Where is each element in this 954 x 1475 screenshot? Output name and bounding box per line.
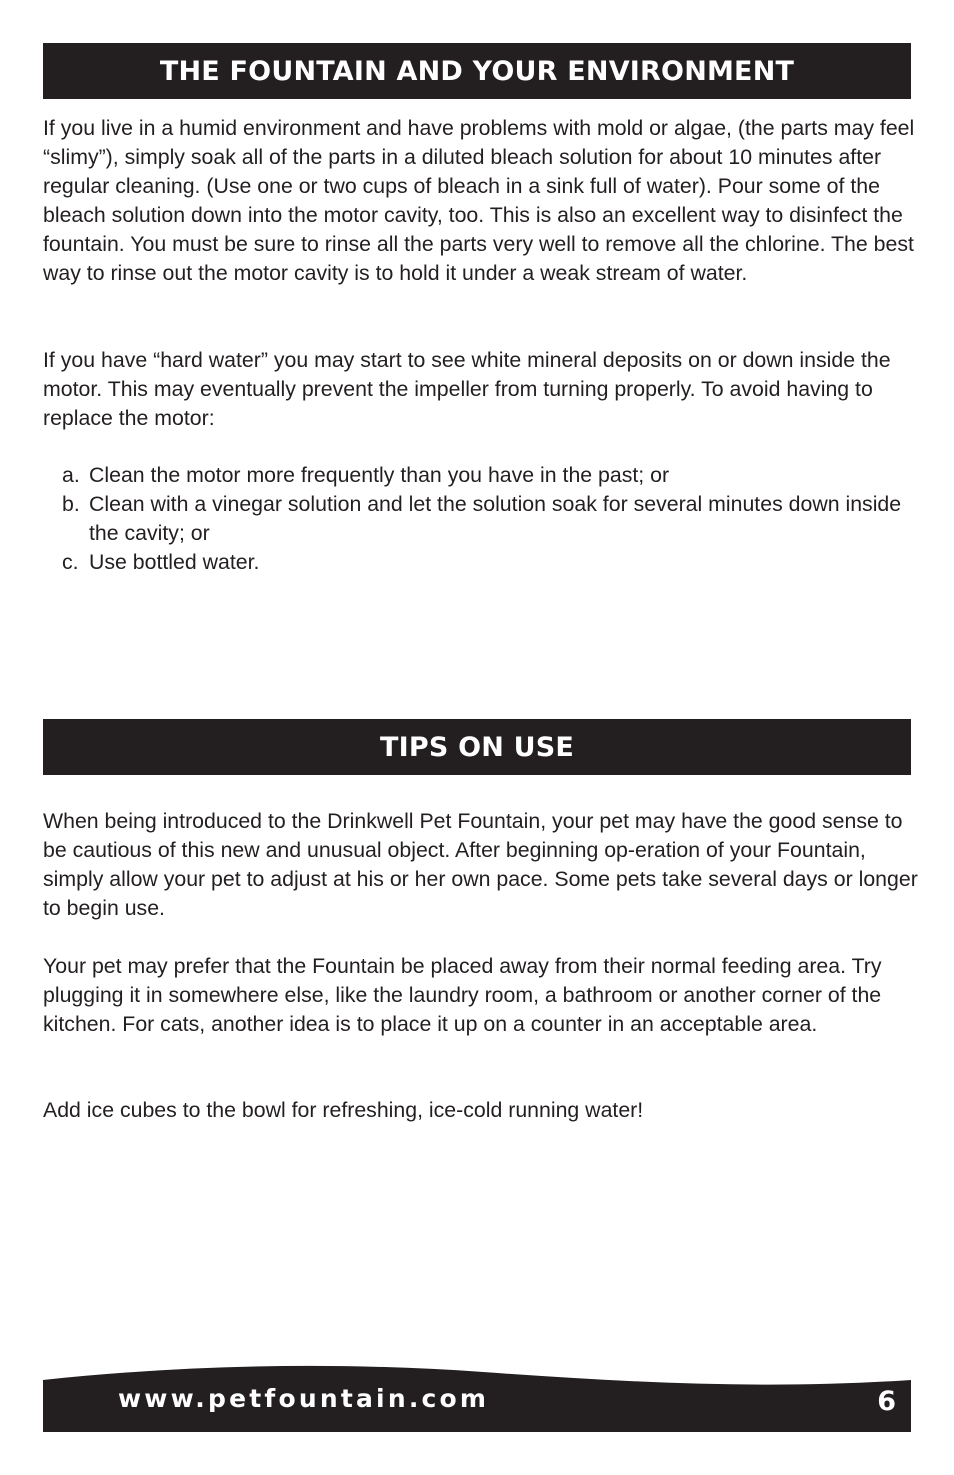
section-heading-tips — [43, 719, 911, 775]
list-item-text: Clean the motor more frequently than you have in the past; or — [89, 463, 670, 487]
paragraph-ice-cubes: Add ice cubes to the bowl for refreshing, ice-cold running water! — [43, 1098, 644, 1122]
section-heading-text: TIPS ON USE — [379, 731, 575, 763]
website-url: www.petfountain.com — [118, 1384, 490, 1413]
page-number: 6 — [877, 1386, 896, 1417]
list-item-text: Use bottled water. — [89, 550, 260, 574]
list-item — [62, 461, 922, 490]
page-footer — [43, 1362, 911, 1432]
list-item-letter: b. — [62, 492, 80, 516]
list-item-letter: a. — [62, 463, 80, 487]
paragraph-hard-water: If you have “hard water” you may start to see white mineral deposits on or down inside the motor. This may eventually prevent the impeller from turning properly. To avoid having to replace the motor: — [43, 348, 891, 430]
paragraph-introduction: When being introduced to the Drinkwell Pet Fountain, your pet may have the good sense to be cautious of this new and unusual object. After beginning op-eration of your Fountain, simply allow your pet to adjust at his or her own pace. Some pets take several days or longer to begin use. — [43, 809, 918, 920]
list-item — [62, 548, 922, 577]
section-heading-environment — [43, 43, 911, 99]
section-heading-text: THE FOUNTAIN AND YOUR ENVIRONMENT — [159, 55, 795, 87]
list-item-text: Clean with a vinegar solution and let the solution soak for several minutes down inside the cavity; or — [89, 492, 902, 545]
paragraph-humid-environment: If you live in a humid environment and have problems with mold or algae, (the parts may feel “slimy”), simply soak all of the parts in a diluted bleach solution for about 10 minutes after regular cleaning. (Use one or two cups of bleach in a sink full of water). Pour some of the bleach solution down into the motor cavity, too. This is also an excellent way to disinfect the fountain. You must be sure to rinse all the parts very well to remove all the chlorine. The best way to rinse out the motor cavity is to hold it under a weak stream of water. — [43, 116, 915, 285]
list-item — [62, 490, 922, 548]
paragraph-placement: Your pet may prefer that the Fountain be placed away from their normal feeding area. Try plugging it in somewhere else, like the laundry room, a bathroom or another corner of the kitchen. For cats, another idea is to place it up on a counter in an acceptable area. — [43, 954, 882, 1036]
motor-care-list — [62, 461, 922, 577]
list-item-letter: c. — [62, 550, 79, 574]
